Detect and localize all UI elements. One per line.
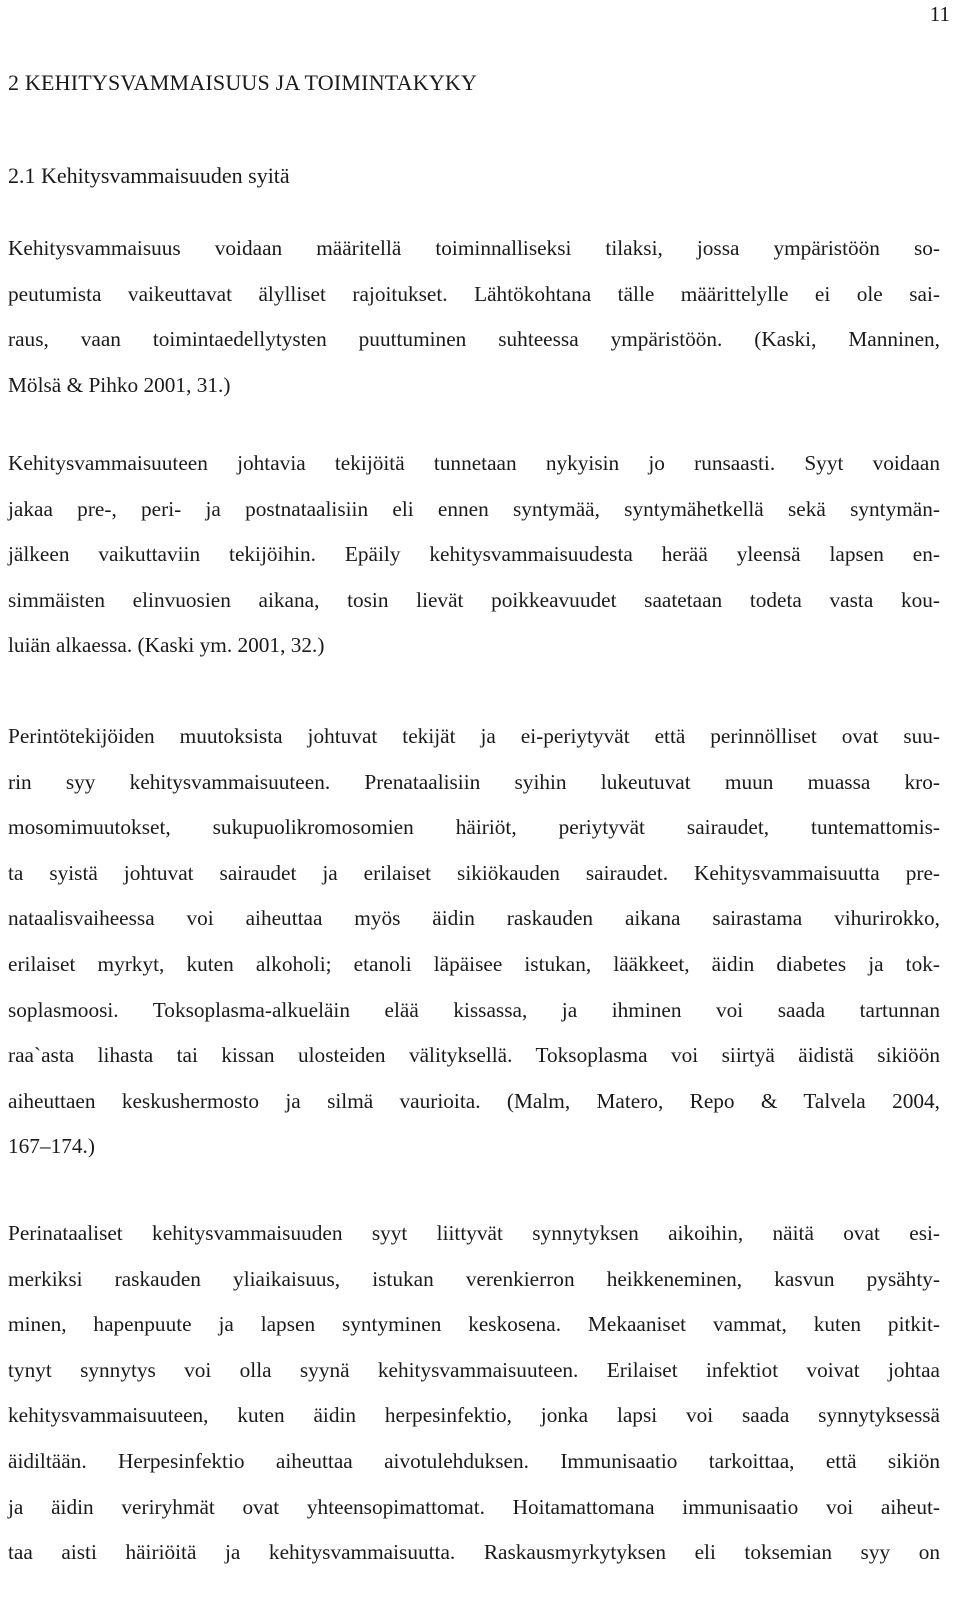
text-line: luiän alkaessa. (Kaski ym. 2001, 32.) [8, 633, 325, 658]
text-line: minen, hapenpuute ja lapsen syntyminen keskosena. Mekaaniset vammat, kuten pitkit- [8, 1312, 940, 1337]
text-line: nataalisvaiheessa voi aiheuttaa myös äidin raskauden aikana sairastama vihurirokko, [8, 906, 940, 931]
section-heading: 2.1 Kehitysvammaisuuden syitä [8, 163, 290, 188]
text-line: soplasmoosi. Toksoplasma-alkueläin elää kissassa, ja ihminen voi saada tartunnan [8, 997, 940, 1022]
text-line: 167–174.) [8, 1134, 95, 1159]
text-line: ja äidin veriryhmät ovat yhteensopimattomat. Hoitamattomana immunisaatio voi aiheut- [8, 1494, 940, 1519]
text-line: Kehitysvammaisuus voidaan määritellä toiminnalliseksi tilaksi, jossa ympäristöön so- [8, 236, 940, 260]
text-line: simmäisten elinvuosien aikana, tosin lievät poikkeavuudet saatetaan todeta vasta kou- [8, 587, 940, 612]
paragraph-prenatal-causes [8, 714, 940, 1170]
text-line: erilaiset myrkyt, kuten alkoholi; etanoli läpäisee istukan, lääkkeet, äidin diabetes ja tok- [8, 951, 940, 976]
text-line: Perinataaliset kehitysvammaisuuden syyt liittyvät synnytyksen aikoihin, näitä ovat esi- [8, 1221, 940, 1245]
paragraph-causes-overview [8, 441, 940, 669]
text-line: jakaa pre-, peri- ja postnataalisiin eli ennen syntymää, syntymähetkellä sekä syntymän- [8, 496, 940, 521]
text-line: jälkeen vaikuttaviin tekijöihin. Epäily kehitysvammaisuudesta herää yleensä lapsen en- [8, 542, 940, 567]
text-line: Mölsä & Pihko 2001, 31.) [8, 372, 231, 397]
chapter-heading: 2 KEHITYSVAMMAISUUS JA TOIMINTAKYKY [8, 70, 478, 95]
text-line: kehitysvammaisuuteen, kuten äidin herpesinfektio, jonka lapsi voi saada synnytyksessä [8, 1403, 940, 1428]
text-line: tynyt synnytys voi olla syynä kehitysvammaisuuteen. Erilaiset infektiot voivat johtaa [8, 1357, 940, 1382]
text-line: raa`asta lihasta tai kissan ulosteiden välityksellä. Toksoplasma voi siirtyä äidistä sikiöön [8, 1043, 940, 1068]
text-line: äidiltään. Herpesinfektio aiheuttaa aivotulehduksen. Immunisaatio tarkoittaa, että sikiön [8, 1448, 940, 1473]
paragraph-perinatal-causes [8, 1211, 940, 1576]
text-line: aiheuttaen keskushermosto ja silmä vaurioita. (Malm, Matero, Repo & Talvela 2004, [8, 1088, 940, 1113]
page-number: 11 [929, 2, 950, 26]
text-line: Kehitysvammaisuuteen johtavia tekijöitä tunnetaan nykyisin jo runsaasti. Syyt voidaan [8, 451, 940, 475]
text-line: rin syy kehitysvammaisuuteen. Prenataalisiin syihin lukeutuvat muun muassa kro- [8, 769, 940, 794]
text-line: mosomimuutokset, sukupuolikromosomien häiriöt, periytyvät sairaudet, tuntemattomis- [8, 815, 940, 840]
paragraph-definition [8, 226, 940, 408]
text-line: merkiksi raskauden yliaikaisuus, istukan verenkierron heikkeneminen, kasvun pysähty- [8, 1266, 940, 1291]
text-line: ta syistä johtuvat sairaudet ja erilaiset sikiökauden sairaudet. Kehitysvammaisuutta pre- [8, 860, 940, 885]
text-line: peutumista vaikeuttavat älylliset rajoitukset. Lähtökohtana tälle määrittelylle ei ole sai- [8, 281, 940, 306]
text-line: Perintötekijöiden muutoksista johtuvat tekijät ja ei-periytyvät että perinnölliset ovat suu- [8, 724, 940, 748]
text-line: raus, vaan toimintaedellytysten puuttuminen suhteessa ympäristöön. (Kaski, Manninen, [8, 327, 940, 352]
text-line: taa aisti häiriöitä ja kehitysvammaisuutta. Raskausmyrkytyksen eli toksemian syy on [8, 1540, 940, 1565]
